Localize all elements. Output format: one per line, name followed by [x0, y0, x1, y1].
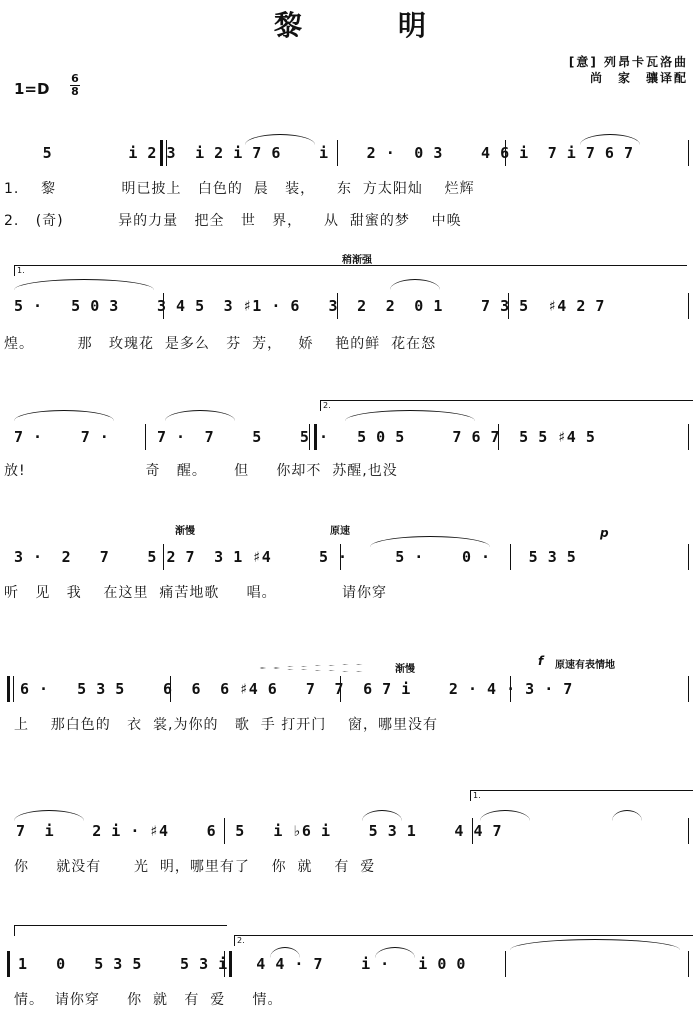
slur	[390, 279, 440, 290]
notes-line: 3 · 2 7 5 2 7 3 1 ♯4 5 · 5 · 0 · 5 3 5	[14, 548, 577, 566]
slur	[14, 410, 114, 421]
expression-mark: 渐慢	[175, 526, 195, 537]
score-system-1	[0, 140, 700, 250]
slur	[165, 410, 235, 421]
slur	[14, 810, 84, 821]
slur	[612, 810, 642, 821]
repeat-start-bar	[7, 951, 10, 977]
volta-first: 1.	[14, 265, 687, 276]
slur	[362, 810, 402, 821]
barline	[688, 818, 689, 844]
barline	[688, 676, 689, 702]
slur	[14, 279, 154, 290]
volta-second: 2.	[320, 400, 693, 411]
song-title: 黎 明	[273, 9, 460, 42]
repeat-start-bar	[7, 676, 10, 702]
slur	[345, 410, 475, 421]
score-system-6	[0, 790, 700, 880]
composer-credit: [意] 列昂卡瓦洛曲	[568, 55, 688, 69]
notes-line: 7 i 2 i · ♯4 6 5 i ♭6 i 5 3 1 4 4 7	[16, 822, 503, 840]
key-signature: 1=D	[14, 80, 50, 98]
lyrics-line: 放! 奇 醒。 但 你却不 苏醒,也没	[4, 463, 398, 479]
barline	[688, 544, 689, 570]
score-system-4	[0, 520, 700, 610]
credits	[569, 54, 688, 86]
score-system-7	[0, 925, 700, 1015]
barline	[688, 951, 689, 977]
lyrics-line: 上 那白色的 衣 裳,为你的 歌 手 打开门 窗，哪里没有	[14, 717, 439, 733]
notes-line: 1 0 5 3 5 5 3 i 4 4 · 7 i · i 0 0	[18, 955, 466, 973]
translator-credit: 尚 家 骧译配	[589, 71, 688, 85]
slur	[480, 810, 530, 821]
barline	[688, 424, 689, 450]
barline	[13, 676, 14, 702]
lyrics-line: 听 见 我 在这里 痛苦地歌 唱。 请你穿	[4, 585, 388, 601]
time-signature	[70, 73, 80, 98]
lyrics-line: 你 就没有 光 明，哪里有了 你 就 有 爱	[14, 859, 376, 875]
notes-line: 5 i 2 3 i 2 i 7 6 i 2 · 0 3 4 6 i 7 i 7 6 7	[14, 144, 634, 162]
diminuendo-hairpin	[255, 664, 365, 672]
volta-second: 2.	[234, 935, 693, 946]
dynamic-mark: f	[538, 654, 544, 668]
lyrics-verse-1: 1. 黎 明已披上 白色的 晨 装， 东 方太阳灿 烂辉	[4, 181, 475, 197]
volta-first	[14, 925, 227, 936]
expression-mark: 原速有表情地	[555, 660, 615, 671]
notes-line: 5 · 5 0 3 3 4 5 3 ♯1 · 6 3 2 2 0 1 7 3 5 ♯4 2 7	[14, 297, 605, 315]
slur	[370, 536, 490, 547]
time-sig-bottom: 8	[71, 85, 79, 98]
score-system-2	[0, 255, 700, 365]
expression-mark: 稍渐强	[342, 255, 372, 266]
expression-mark: 渐慢	[395, 664, 415, 675]
notes-line: 7 · 7 · 7 · 7 5 5 · 5 0 5 7 6 7 5 5 ♯4 5	[14, 428, 596, 446]
time-sig-top: 6	[71, 72, 79, 85]
expression-mark: 原速	[330, 526, 350, 537]
lyrics-verse-2: 2. (奇) 异的力量 把全 世 界， 从 甜蜜的梦 中唤	[4, 213, 462, 229]
barline	[688, 140, 689, 166]
dynamic-mark: p	[600, 526, 609, 540]
score-system-3	[0, 400, 700, 490]
barline	[505, 951, 506, 977]
volta-first: 1.	[470, 790, 693, 801]
notes-line: 6 · 5 3 5 6 6 6 ♯4 6 7 7 6 7 i 2 · 4 · 3 · 7	[20, 680, 573, 698]
lyrics-line: 煌。 那 玫瑰花 是多么 芬 芳， 娇 艳的鲜 花在怒	[4, 336, 437, 352]
score-system-5	[0, 650, 700, 740]
barline	[688, 293, 689, 319]
lyrics-line: 情。 请你穿 你 就 有 爱 情。	[14, 992, 283, 1008]
